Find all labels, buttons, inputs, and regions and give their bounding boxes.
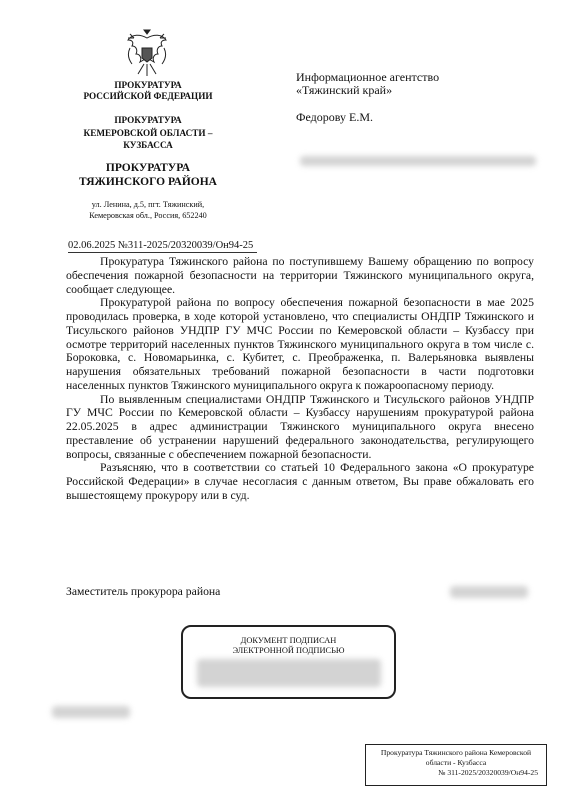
sender-line-1: ПРОКУРАТУРА xyxy=(114,80,182,90)
sender-line-7: ТЯЖИНСКОГО РАЙОНА xyxy=(79,176,217,188)
electronic-signature-stamp xyxy=(181,625,396,699)
signatory-position: Заместитель прокурора района xyxy=(66,585,221,598)
addressee-name: Федорову Е.М. xyxy=(296,110,374,124)
body-paragraph: Разъясняю, что в соответствии со статьей 10 Федерального закона «О прокуратуре Российской Федерации» в случае несогласия с данным ответом, Вы праве обжаловать его вышестоящему прокурору или в суд. xyxy=(66,461,534,502)
redacted-executor-info xyxy=(52,706,130,718)
addressee-line-2: «Тяжинский край» xyxy=(296,83,393,97)
sender-address xyxy=(40,199,256,221)
body-paragraph: По выявленным специалистами ОНДПР Тяжинского и Тисульского районов УНДПР ГУ МЧС России по Кемеровской области – Кузбассу нарушениям прокуратурой района 22.05.2025 в адрес администрации Тяжинского муниципального округа внесено преставление об устранении нарушений федерального законодательства, регулирующего вопросы, связанные с обеспечением пожарной безопасности. xyxy=(66,392,534,461)
registration-stamp-line-2: области - Кузбасса xyxy=(425,758,487,767)
registration-stamp xyxy=(365,744,547,786)
signature-stamp-line-1: ДОКУМЕНТ ПОДПИСАН xyxy=(240,636,337,645)
addressee-line-1: Информационное агентство xyxy=(296,70,440,84)
double-headed-eagle-emblem-icon xyxy=(120,28,174,78)
signature-stamp-line-2: ЭЛЕКТРОННОЙ ПОДПИСЬЮ xyxy=(232,646,345,655)
sender-address-line-1: ул. Ленина, д.5, пгт. Тяжинский, xyxy=(91,200,205,209)
body-paragraph: Прокуратурой района по вопросу обеспечения пожарной безопасности в мае 2025 проводилась проверка, в ходе которой установлено, что специалисты ОНДПР Тяжинского и Тисульского районов УНДПР ГУ МЧС России по Кемеровской области – Кузбассу при осмотре территорий населенных пунктов Тяжинского муниципального округа в том числе с. Бороковка, с. Новомарьинка, с. Кубитет, с. Преображенка, п. Валерьяновка выявлены нарушения обязательных требований пожарной безопасности в части подготовки населенных пунктов Тяжинского муниципального округа к пожароопасному периоду. xyxy=(66,296,534,392)
sender-line-5: КУЗБАССА xyxy=(123,140,173,150)
sender-regional-title xyxy=(40,114,256,152)
signature-stamp-title xyxy=(183,636,394,656)
sender-address-line-2: Кемеровская обл., Россия, 652240 xyxy=(89,211,207,220)
body-paragraph: Прокуратура Тяжинского района по поступившему Вашему обращению по вопросу обеспечения пожарной безопасности на территории Тяжинского муниципального округа, сообщает следующее. xyxy=(66,255,534,296)
addressee-block xyxy=(296,71,439,124)
sender-district-title xyxy=(40,161,256,189)
sender-org-title xyxy=(40,80,256,102)
registration-stamp-line-1: Прокуратура Тяжинского района Кемеровской xyxy=(380,748,532,757)
outgoing-number: 02.06.2025 №311-2025/20320039/Он94-25 xyxy=(68,239,257,253)
redacted-signatory-name xyxy=(450,586,528,598)
registration-number: № 311-2025/20320039/Он94-25 xyxy=(438,768,538,777)
sender-line-3: ПРОКУРАТУРА xyxy=(114,115,182,125)
sender-line-2: РОССИЙСКОЙ ФЕДЕРАЦИИ xyxy=(83,91,213,101)
sender-line-4: КЕМЕРОВСКОЙ ОБЛАСТИ – xyxy=(83,127,213,138)
sender-line-6: ПРОКУРАТУРА xyxy=(105,162,191,174)
redacted-certificate-info xyxy=(197,659,381,687)
redacted-address xyxy=(300,156,536,166)
letter-body xyxy=(66,255,534,503)
